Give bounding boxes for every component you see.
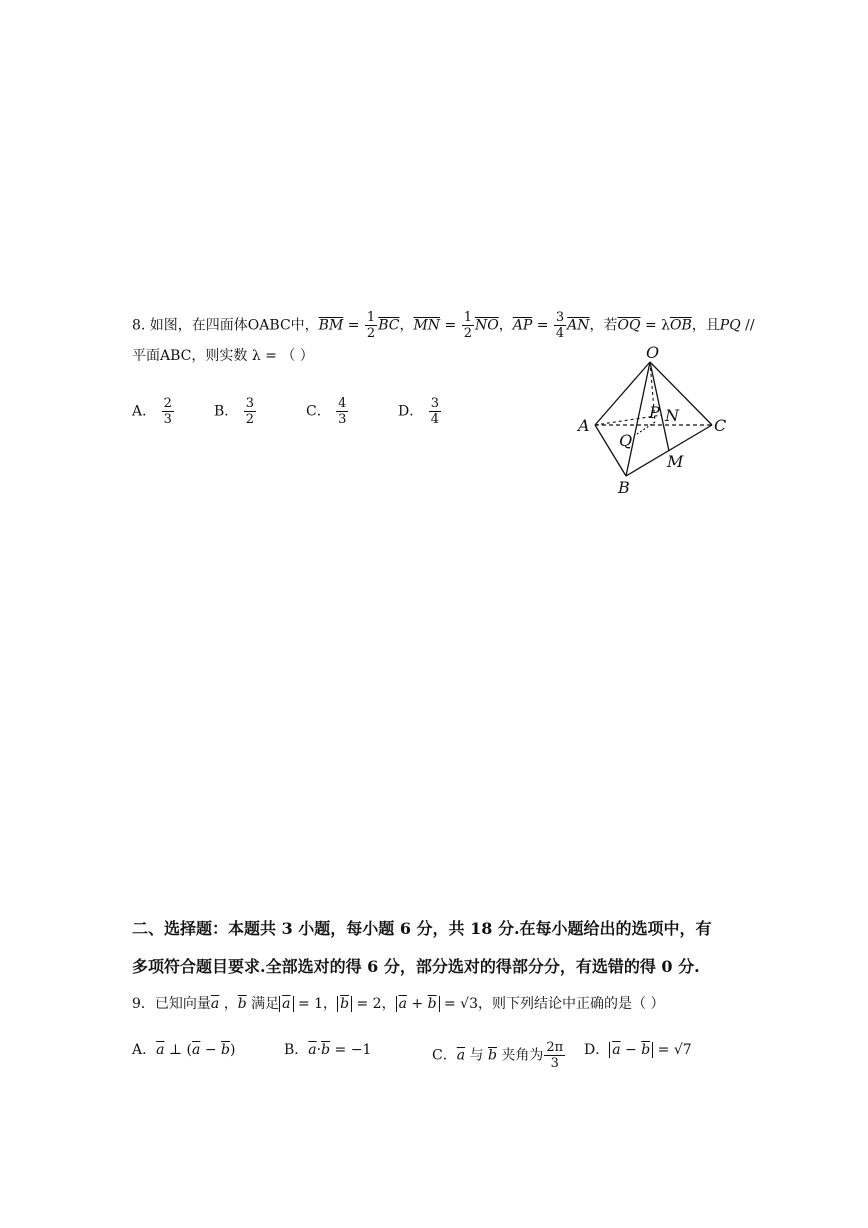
frac-num: 1 [463, 310, 472, 325]
vec-b: $\overline{b}$ [427, 996, 437, 1012]
frac-den: 3 [338, 412, 347, 427]
fraction-2pi-3 [544, 1040, 565, 1071]
value-text: = −1 [330, 1042, 372, 1058]
q9-prefix: 9．已知向量 [132, 996, 211, 1012]
vec-bm: $\overline{BM}$ [318, 317, 344, 334]
q9-option-b[interactable] [284, 1040, 371, 1060]
if-text: ，若 [589, 317, 618, 334]
frac-den: 2 [366, 326, 376, 341]
frac-num: 2 [163, 396, 172, 411]
vec-a: $\overline{a}$ [210, 996, 220, 1012]
frac-den: 4 [430, 412, 439, 427]
label-o: O [646, 343, 660, 362]
frac-num: 1 [366, 310, 376, 325]
q8-line2: 平面ABC，则实数 λ = （ ） [132, 348, 314, 364]
comma: ， [219, 996, 238, 1012]
comma: ， [399, 317, 414, 334]
fraction-three-quarters [554, 310, 566, 341]
cond-2: = 2， [352, 996, 396, 1012]
option-label: C． [306, 403, 331, 420]
option-fraction [336, 396, 348, 427]
label-b: B [618, 478, 630, 497]
frac-den: 2 [463, 326, 472, 341]
vec-bc: $\overline{BC}$ [378, 317, 400, 334]
frac-num: 4 [338, 396, 347, 411]
option-fraction [429, 396, 441, 427]
q9-suffix: ，则下列结论中正确的是（ ） [478, 996, 665, 1012]
eq-sign: = [440, 317, 461, 334]
vec-b: $\overline{b}$ [237, 996, 247, 1012]
q8-line1 [132, 310, 755, 341]
vec-b: $\overline{b}$ [221, 1042, 230, 1058]
vec-b: $\overline{b}$ [487, 1047, 497, 1064]
lambda-eq: = λ [640, 317, 671, 334]
option-label: A． [132, 1042, 157, 1058]
frac-den: 3 [550, 1056, 559, 1071]
q9-option-c[interactable] [432, 1040, 566, 1071]
frac-den: 4 [555, 326, 565, 341]
comma: ， [498, 317, 513, 334]
option-label: A． [132, 403, 157, 420]
vec-an: $\overline{AN}$ [567, 317, 590, 334]
fraction-half-2 [462, 310, 474, 341]
vec-a: $\overline{a}$ [282, 996, 291, 1012]
edge-oa [595, 362, 650, 425]
satisfy-text: 满足 [246, 996, 280, 1012]
q8-option-c[interactable] [306, 396, 349, 427]
label-n: N [665, 406, 679, 425]
parallel-sign: // [740, 317, 755, 334]
abs-a-plus-b [396, 996, 440, 1012]
label-c: C [714, 416, 727, 435]
segment-pq: PQ [719, 317, 741, 334]
option-label: D． [584, 1042, 610, 1058]
eq-sign: = [532, 317, 553, 334]
label-q: Q [619, 431, 633, 450]
vec-oq: $\overline{OQ}$ [617, 317, 641, 334]
label-a: A [578, 416, 590, 435]
frac-num: 3 [555, 310, 565, 325]
cond-3: = √3 [439, 996, 479, 1012]
vec-ob: $\overline{OB}$ [670, 317, 692, 334]
vec-mn: $\overline{MN}$ [413, 317, 441, 334]
close-paren: ) [229, 1042, 236, 1058]
section2-line2: 多项符合题目要求.全部选对的得 6 分，部分选对的得部分分，有选错的得 0 分. [132, 957, 700, 976]
and-text: 与 [465, 1047, 488, 1064]
vec-a: $\overline{a}$ [456, 1047, 466, 1064]
vec-a: $\overline{a}$ [156, 1042, 165, 1058]
abs-a [279, 996, 293, 1012]
option-label: B． [214, 403, 239, 420]
option-fraction [244, 396, 256, 427]
q8-option-a[interactable] [132, 396, 175, 427]
value-text: = √7 [653, 1042, 692, 1058]
vec-a: $\overline{a}$ [192, 1042, 201, 1058]
tetrahedron-figure [570, 340, 740, 500]
option-label: D． [398, 403, 424, 420]
option-label: C． [432, 1047, 457, 1064]
dot-sign: · [316, 1042, 322, 1058]
perp-text: ⊥ ( [164, 1042, 193, 1058]
frac-num: 2π [546, 1040, 564, 1055]
vec-b: $\overline{b}$ [340, 996, 350, 1012]
minus-sign: − [620, 1042, 642, 1058]
q8-prefix: 8. 如图，在四面体OABC中， [132, 317, 319, 334]
vec-a: $\overline{a}$ [308, 1042, 317, 1058]
minus-sign: − [200, 1042, 222, 1058]
abs-a-minus-b [609, 1042, 653, 1058]
vec-b: $\overline{b}$ [641, 1042, 651, 1058]
q9-option-a[interactable] [132, 1040, 235, 1060]
cond-1: = 1， [293, 996, 338, 1012]
q8-option-b[interactable] [214, 396, 257, 427]
q9-option-d[interactable] [584, 1040, 692, 1060]
eq-sign: = [343, 317, 364, 334]
vec-no: $\overline{NO}$ [474, 317, 499, 334]
and-text: ，且 [691, 317, 720, 334]
label-p: P [649, 403, 660, 422]
frac-den: 3 [163, 412, 172, 427]
label-m: M [667, 452, 684, 471]
vec-a: $\overline{a}$ [398, 996, 407, 1012]
frac-num: 3 [430, 396, 439, 411]
plus-sign: + [406, 996, 428, 1012]
q9-stem [132, 994, 664, 1014]
option-fraction [162, 396, 174, 427]
q8-option-d[interactable] [398, 396, 442, 427]
segment-pq-hidden [637, 422, 655, 434]
vec-a: $\overline{a}$ [612, 1042, 621, 1058]
angle-text: 夹角为 [496, 1047, 544, 1064]
frac-num: 3 [245, 396, 255, 411]
vec-b: $\overline{b}$ [321, 1042, 331, 1058]
abs-b [337, 996, 352, 1012]
section2-line1: 二、选择题：本题共 3 小题，每小题 6 分，共 18 分.在每小题给出的选项中，有 [132, 919, 712, 938]
vec-ap: $\overline{AP}$ [512, 317, 533, 334]
fraction-half-1 [365, 310, 377, 341]
frac-den: 2 [245, 412, 255, 427]
option-label: B． [284, 1042, 309, 1058]
